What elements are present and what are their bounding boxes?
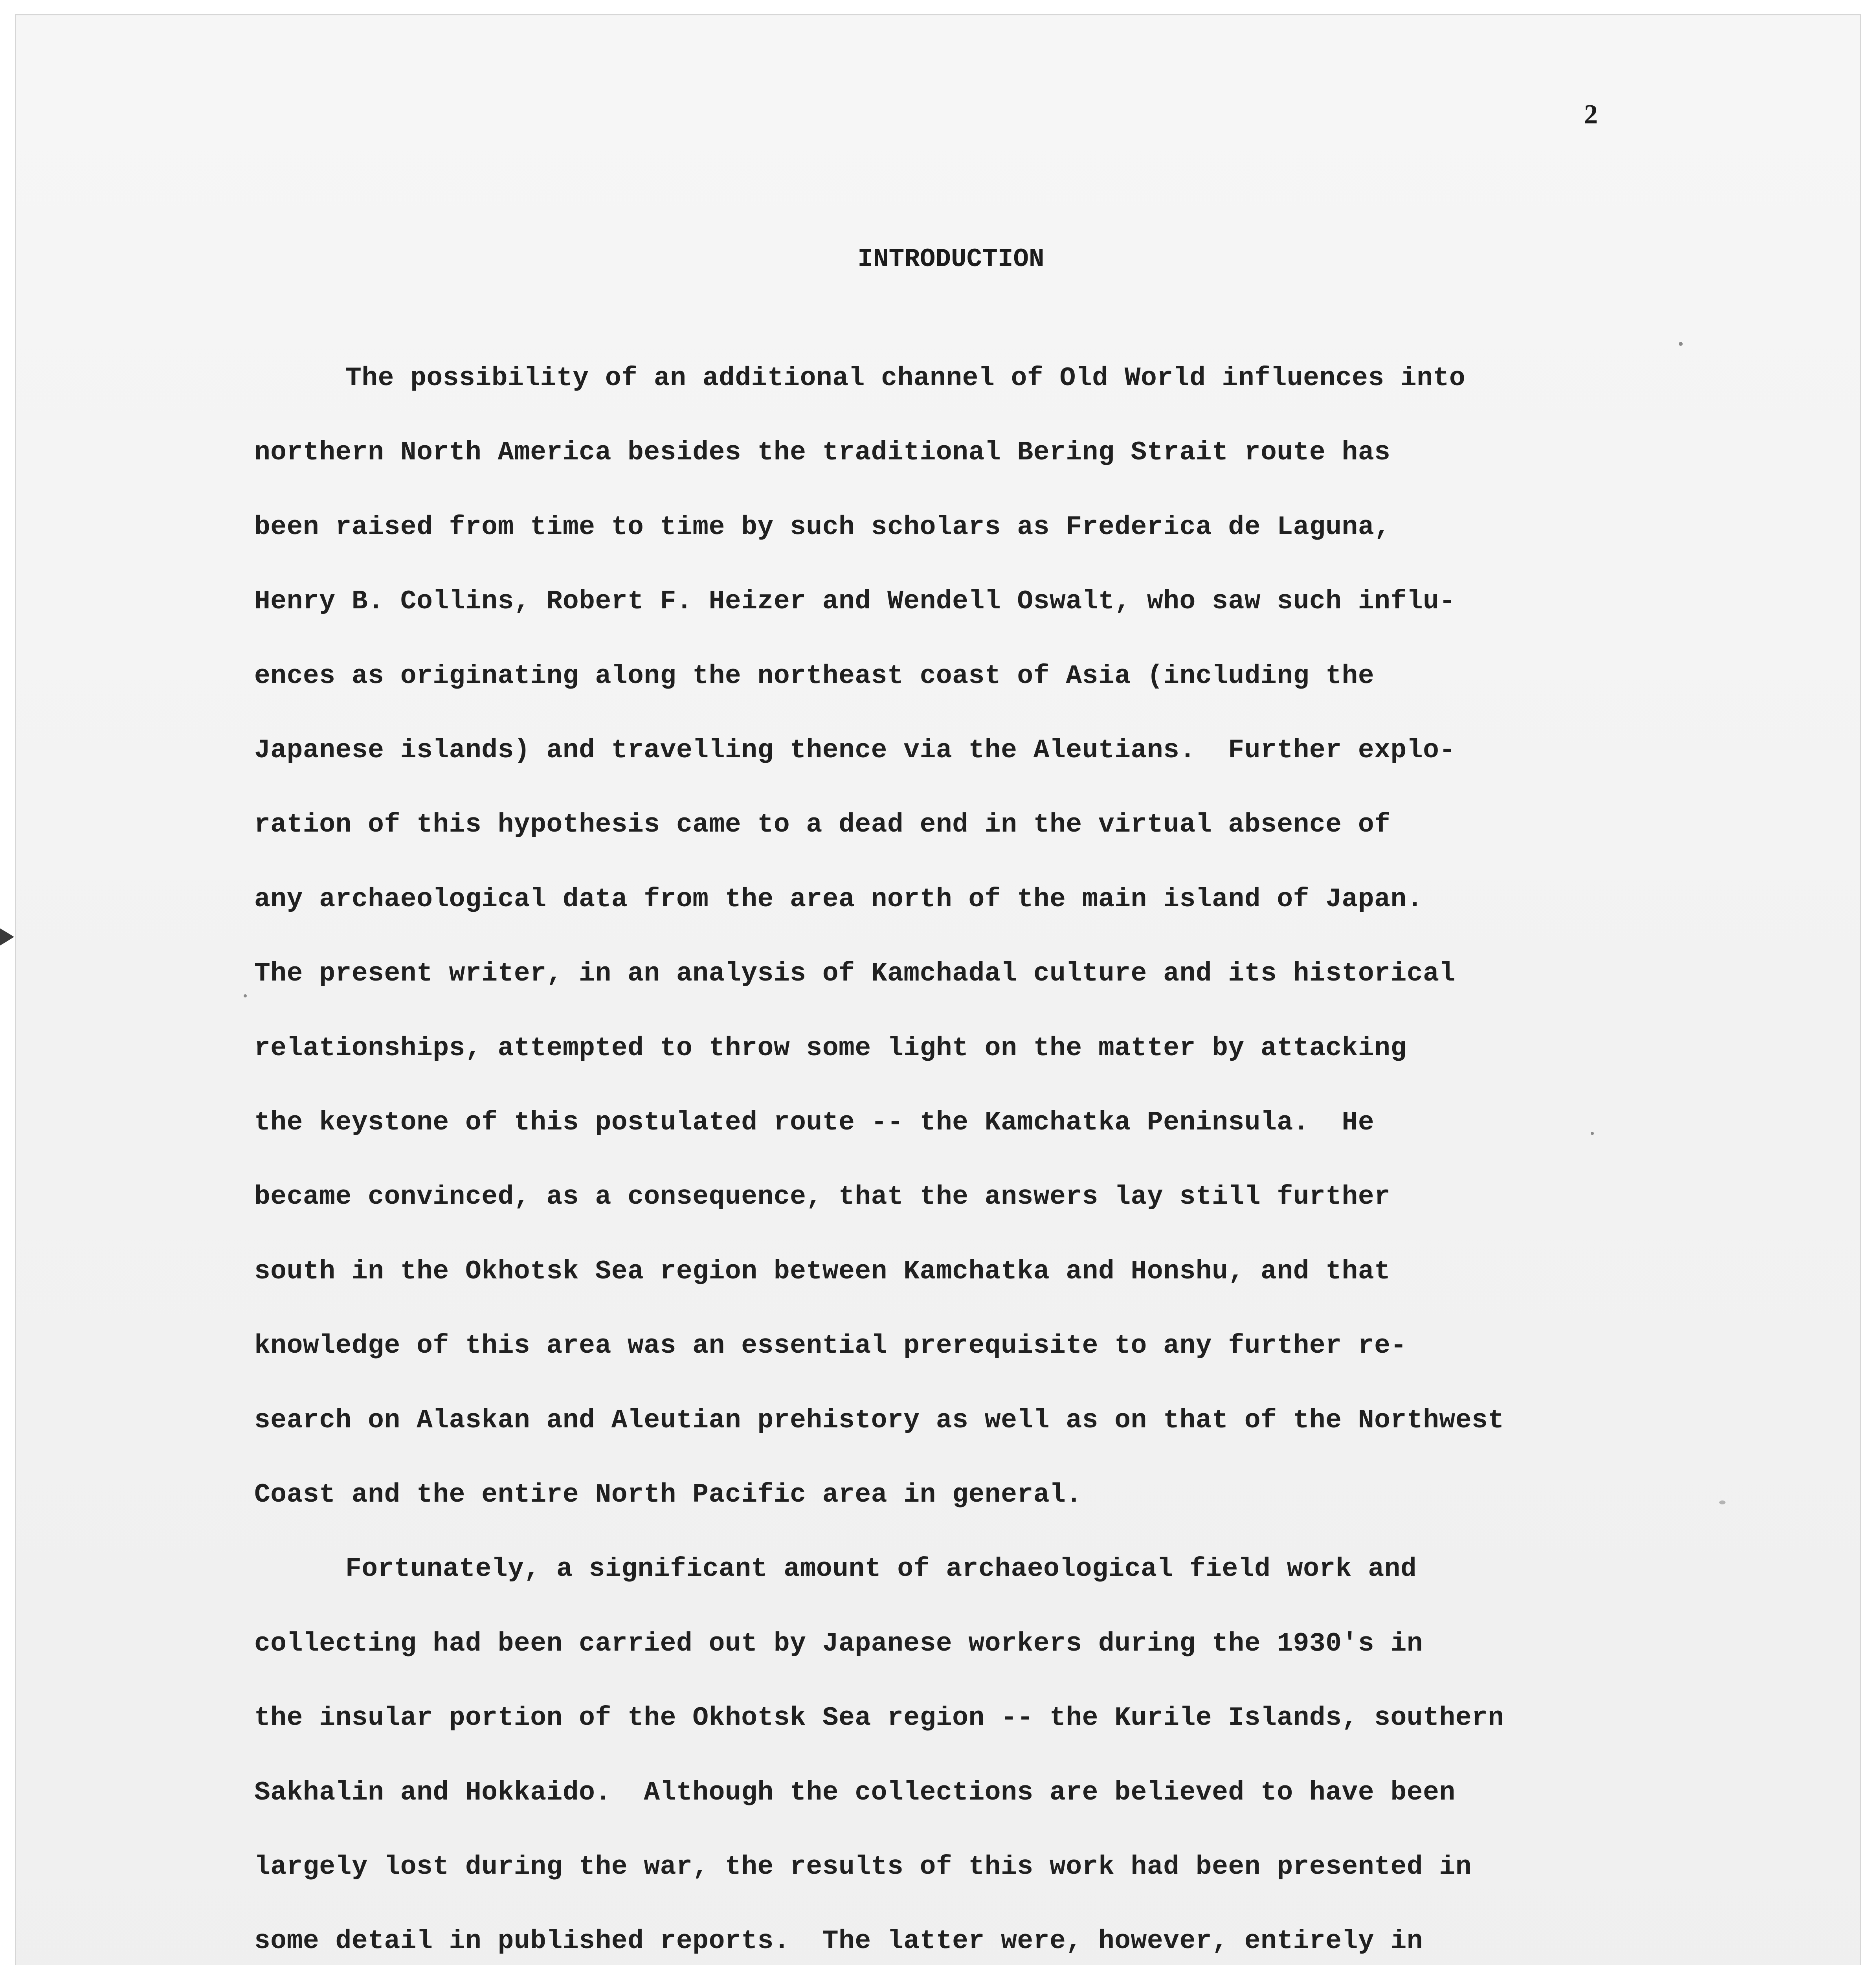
text-line: collecting had been carried out by Japanese workers during the 1930's in xyxy=(254,1629,1423,1659)
text-line: ences as originating along the northeast coast of Asia (including the xyxy=(254,661,1375,691)
text-line: northern North America besides the traditional Bering Strait route has xyxy=(254,437,1391,468)
document-page xyxy=(15,14,1861,1965)
text-line: some detail in published reports. The latter were, however, entirely in xyxy=(254,1926,1423,1956)
text-line: The present writer, in an analysis of Kamchadal culture and its historical xyxy=(254,959,1456,989)
section-heading: INTRODUCTION xyxy=(857,244,1044,274)
text-line: Sakhalin and Hokkaido. Although the collections are believed to have been xyxy=(254,1778,1456,1808)
scan-speck xyxy=(1679,342,1683,346)
text-line: any archaeological data from the area north of the main island of Japan. xyxy=(254,884,1423,915)
text-line: the keystone of this postulated route -- the Kamchatka Peninsula. He xyxy=(254,1107,1375,1138)
text-line: The possibility of an additional channel of Old World influences into xyxy=(345,363,1466,393)
text-line: ration of this hypothesis came to a dead end in the virtual absence of xyxy=(254,810,1391,840)
text-line: the insular portion of the Okhotsk Sea region -- the Kurile Islands, southern xyxy=(254,1703,1504,1733)
text-line: knowledge of this area was an essential prerequisite to any further re- xyxy=(254,1331,1407,1361)
text-line: became convinced, as a consequence, that the answers lay still further xyxy=(254,1182,1391,1212)
margin-arrow-mark xyxy=(0,928,14,946)
text-line: been raised from time to time by such scholars as Frederica de Laguna, xyxy=(254,512,1391,542)
text-line: south in the Okhotsk Sea region between Kamchatka and Honshu, and that xyxy=(254,1256,1391,1287)
scan-speck xyxy=(1719,1500,1725,1504)
scan-speck xyxy=(244,994,247,997)
text-line: Japanese islands) and travelling thence via the Aleutians. Further explo- xyxy=(254,735,1456,766)
text-line: Coast and the entire North Pacific area in general. xyxy=(254,1480,1082,1510)
text-line: search on Alaskan and Aleutian prehistory as well as on that of the Northwest xyxy=(254,1405,1504,1436)
text-line: Henry B. Collins, Robert F. Heizer and Wendell Oswalt, who saw such influ- xyxy=(254,586,1456,617)
text-line: Fortunately, a significant amount of archaeological field work and xyxy=(345,1554,1417,1584)
text-line: relationships, attempted to throw some light on the matter by attacking xyxy=(254,1033,1407,1063)
page-number: 2 xyxy=(1584,99,1598,130)
scan-speck xyxy=(1591,1132,1594,1135)
text-line: largely lost during the war, the results of this work had been presented in xyxy=(254,1852,1472,1882)
